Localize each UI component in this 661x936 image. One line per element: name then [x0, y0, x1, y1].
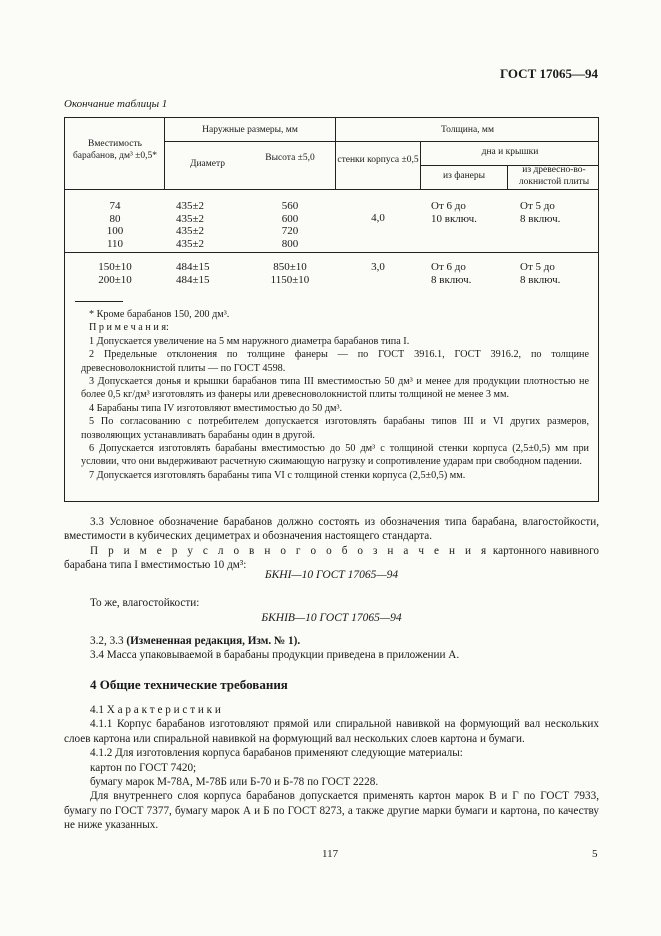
group2-fiberboard: От 5 до 8 включ. — [520, 261, 561, 286]
header-fiberboard: из древесно-во-локнистой плиты — [518, 165, 590, 187]
specs-table — [64, 117, 599, 502]
notes-title: П р и м е ч а н и я: — [89, 322, 169, 334]
page-number-center: 117 — [322, 848, 339, 860]
page-number-right: 5 — [592, 848, 598, 860]
group2-wall: 3,0 — [371, 261, 385, 273]
header-bottom-lid: дна и крышки — [481, 147, 539, 157]
group2-capacity: 150±10 200±10 — [98, 261, 132, 286]
note-item: 4 Барабаны типа IV изготовляют вместимостью до 50 дм³. — [89, 402, 343, 414]
designation-formula-1: БКНI—10 ГОСТ 17065—94 — [264, 569, 399, 581]
note-item: 5 По согласованию с потребителем допускается изготовлять барабаны типов III и VI других размеров, позволяющих устанавливать барабаны один в другой. — [81, 416, 589, 441]
group1-plywood: От 6 до 10 включ. — [431, 200, 477, 225]
table-caption: Окончание таблицы 1 — [64, 98, 168, 110]
group2-plywood: От 6 до 8 включ. — [431, 261, 472, 286]
footnote-rule — [75, 301, 123, 302]
header-outer-dimensions: Наружные размеры, мм — [202, 125, 298, 135]
group1-capacity: 74 80 100 110 — [106, 200, 124, 250]
paragraph-4-1-1: 4.1.1 Корпус барабанов изготовляют прямой или спиральной навивкой на формующий вал нескольких слоев картона или спиральной навивкой на формующий вал нескольких слоев картона и бумаги. — [64, 718, 599, 745]
paragraph-4-1: 4.1 Х а р а к т е р и с т и к и — [90, 704, 221, 716]
header-height: Высота ±5,0 — [265, 153, 315, 163]
header-thickness: Толщина, мм — [441, 125, 494, 135]
note-item: 6 Допускается изготовлять барабаны вместимостью до 50 дм³ с толщиной стенки корпуса (2,5±0,5) мм при условии, что они выдерживают расчетную сжимающую нагрузку и сопротивление ударам при свободном падении. — [81, 443, 589, 468]
revision-note: 3.2, 3.3 (Измененная редакция, Изм. № 1). — [90, 635, 301, 647]
header-capacity: Вместимость барабанов, дм³ ±0,5* — [72, 139, 158, 161]
header-plywood: из фанеры — [442, 171, 486, 181]
group1-diameter: 435±2 435±2 435±2 435±2 — [176, 200, 205, 250]
designation-formula-2: БКНIВ—10 ГОСТ 17065—94 — [261, 612, 402, 624]
paragraph-3-4: 3.4 Масса упаковываемой в барабаны продукции приведена в приложении А. — [90, 649, 460, 662]
note-item: 3 Допускается донья и крышки барабанов типа III вместимостью 50 дм³ и менее для продукции плотностью не более 0,5 кг/дм³ изготовлять из фанеры или древесноволокнистой плиты толщиной не менее 3 мм. — [81, 376, 589, 401]
group1-fiberboard: От 5 до 8 включ. — [520, 200, 561, 225]
group2-diameter: 484±15 484±15 — [176, 261, 210, 286]
same-moisture-line: То же, влагостойкости: — [90, 597, 200, 609]
group1-height: 560 600 720 800 — [281, 200, 299, 250]
table-notes — [81, 308, 589, 482]
note-item: 7 Допускается изготовлять барабаны типа VI с толщиной стенки корпуса (2,5±0,5) мм. — [89, 469, 466, 481]
material-item: картон по ГОСТ 7420; — [90, 761, 197, 774]
group1-wall: 4,0 — [371, 212, 385, 224]
paragraph-inner-layer: Для внутреннего слоя корпуса барабанов допускается применять картон марок В и Г по ГОСТ 7933, бумагу по ГОСТ 7377, бумагу марок А и Б по ГОСТ 8273, а также другие марки бумаги и картона, по качеству не ниже указанных. — [64, 790, 599, 832]
paragraph-3-3: 3.3 Условное обозначение барабанов должно состоять из обозначения типа барабана, влагостойкости, вместимости в кубических дециметрах и обозначения настоящего стандарта. П р и м е р у с л о в н о г о о б о з н а ч е н и я картонного навивного барабана типа I вместимостью 10 дм³: — [64, 516, 599, 572]
standard-header: ГОСТ 17065—94 — [499, 66, 598, 81]
revision-and-mass — [64, 634, 599, 663]
example-line: П р и м е р у с л о в н о г о о б о з н а ч е н и я картонного навивного барабана типа I вместимостью 10 дм³: — [64, 544, 599, 572]
section-4-body — [64, 703, 599, 833]
header-wall: стенки корпуса ±0,5 — [337, 155, 419, 165]
group2-height: 850±10 1150±10 — [270, 261, 310, 286]
section-title: 4 Общие технические требования — [90, 677, 288, 692]
material-item: бумагу марок М-78А, М-78Б или Б-70 и Б-78 по ГОСТ 2228. — [90, 776, 379, 789]
footnote: * Кроме барабанов 150, 200 дм³. — [89, 309, 230, 320]
header-diameter: Диаметр — [189, 159, 226, 169]
paragraph-4-1-2: 4.1.2 Для изготовления корпуса барабанов применяют следующие материалы: — [90, 747, 463, 760]
note-item: 1 Допускается увеличение на 5 мм наружного диаметра барабанов типа I. — [89, 335, 410, 347]
note-item: 2 Предельные отклонения по толщине фанеры — по ГОСТ 3916.1, ГОСТ 3916.2, по толщине древесноволокнистой плиты — по ГОСТ 4598. — [81, 349, 589, 374]
